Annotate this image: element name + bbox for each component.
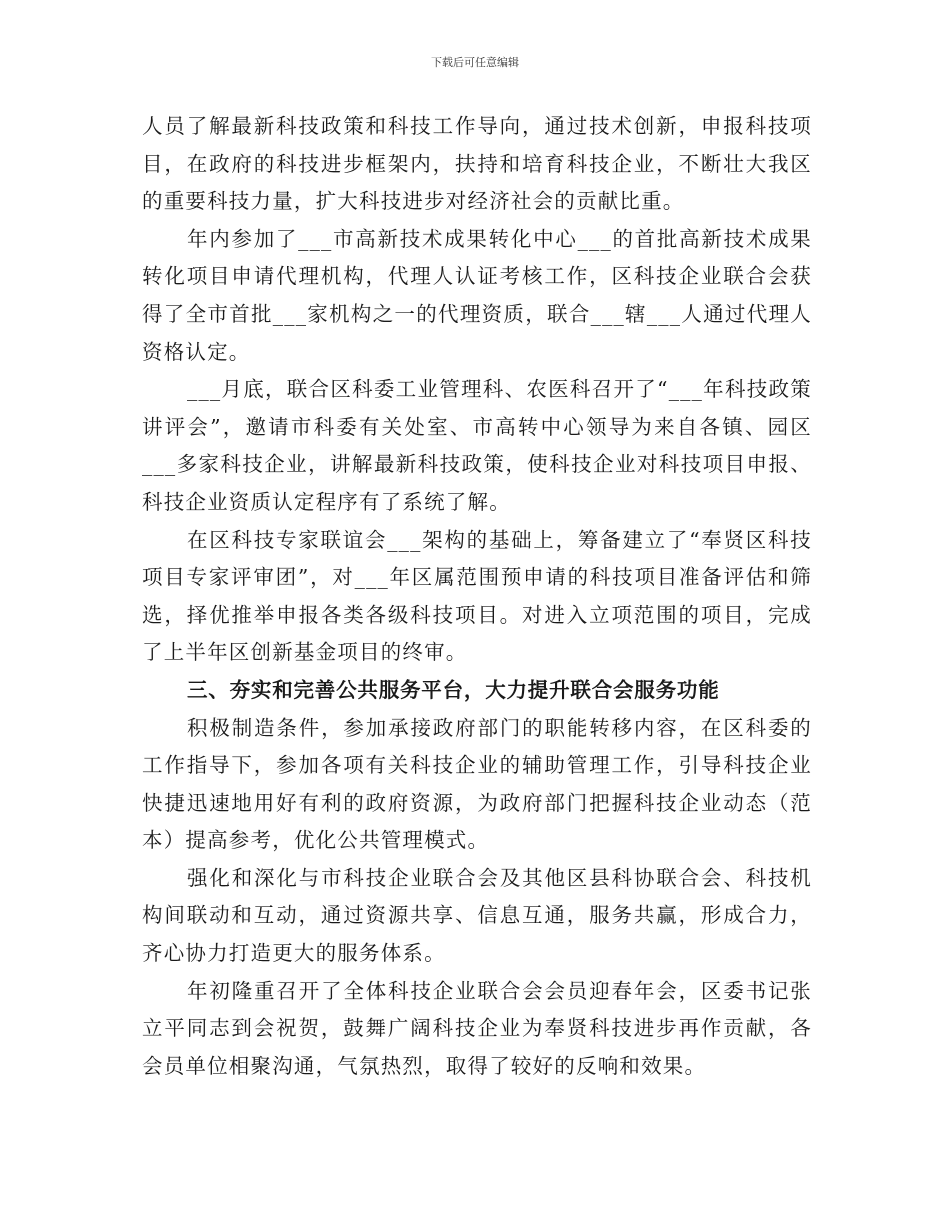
section-heading: 三、夯实和完善公共服务平台，大力提升联合会服务功能 <box>187 677 720 702</box>
paragraph: 积极制造条件，参加承接政府部门的职能转移内容，在区科委的工作指导下，参加各项有关科技企业的辅助管理工作，引导科技企业快捷迅速地用好有利的政府资源，为政府部门把握科技企业动态（范本）提高参考，优化公共管理模式。 <box>142 715 812 853</box>
paragraph: ___月底，联合区科委工业管理科、农医科召开了“___年科技政策讲评会”，邀请市科委有关处室、市高转中心领导为来自各镇、园区___多家科技企业，讲解最新科技政策，使科技企业对科技项目申报、科技企业资质认定程序有了系统了解。 <box>142 377 812 514</box>
page-header-note: 下载后可任意编辑 <box>431 56 519 69</box>
paragraph: 在区科技专家联谊会___架构的基础上，筹备建立了“奉贤区科技项目专家评审团”，对___年区属范围预申请的科技项目准备评估和筛选，择优推举申报各类各级科技项目。对进入立项范围的项目，完成了上半年区创新基金项目的终审。 <box>142 527 812 665</box>
document-body <box>142 108 812 1085</box>
paragraph: 强化和深化与市科技企业联合会及其他区县科协联合会、科技机构间联动和互动，通过资源共享、信息互通，服务共赢，形成合力，齐心协力打造更大的服务体系。 <box>142 865 812 966</box>
paragraph: 年初隆重召开了全体科技企业联合会会员迎春年会，区委书记张立平同志到会祝贺，鼓舞广阔科技企业为奉贤科技进步再作贡献，各会员单位相聚沟通，气氛热烈，取得了较好的反响和效果。 <box>142 978 812 1078</box>
paragraph: 人员了解最新科技政策和科技工作导向，通过技术创新，申报科技项目，在政府的科技进步框架内，扶持和培育科技企业，不断壮大我区的重要科技力量，扩大科技进步对经济社会的贡献比重。 <box>142 114 812 214</box>
paragraph: 年内参加了___市高新技术成果转化中心___的首批高新技术成果转化项目申请代理机构，代理人认证考核工作，区科技企业联合会获得了全市首批___家机构之一的代理资质，联合___辖___人通过代理人资格认定。 <box>142 226 812 364</box>
